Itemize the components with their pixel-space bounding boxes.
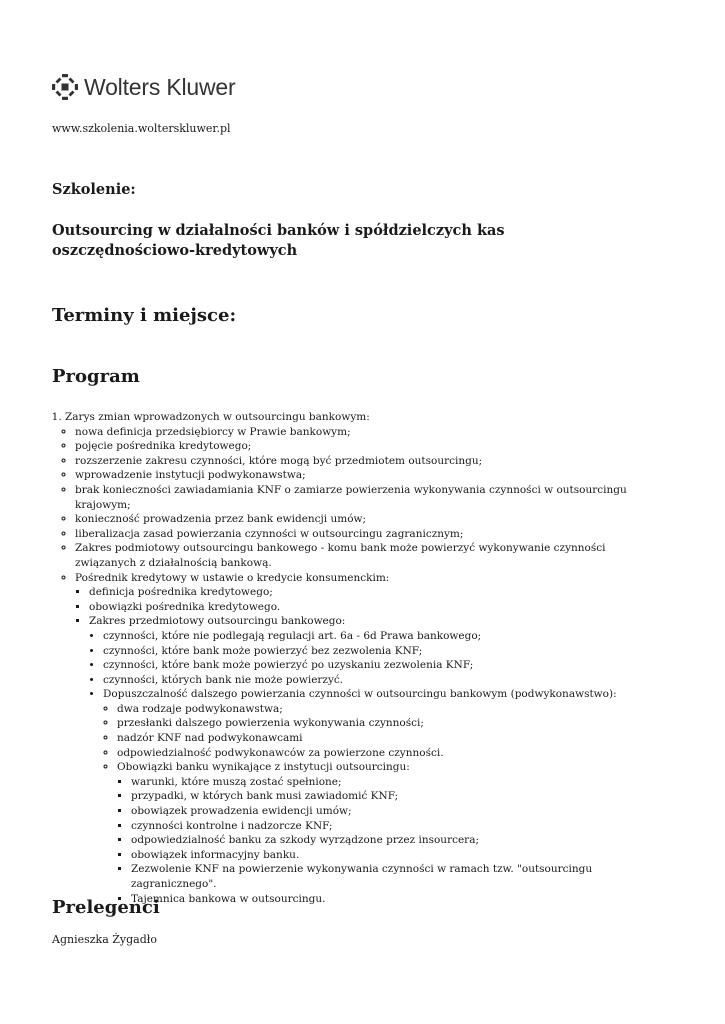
- list-item: ◦ nowa definicja przedsiębiorcy w Prawie bankowym;: [75, 425, 662, 440]
- training-title: Outsourcing w działalności banków i spółdzielczych kas oszczędnościowo-kredytowych: [52, 222, 505, 259]
- list-item: 1. Zarys zmian wprowadzonych w outsourcingu bankowym: ◦ nowa definicja przedsiębiorcy w Prawie bankowym; ◦ pojęcie pośrednika kredytowego; ◦ rozszerzenie zakresu czynności, które mogą być przedmiotem outsourcingu; ◦ wprowadzenie instytucji podwykonawstwa; ◦ brak konieczności zawiadamiania KNF o zamiarze powierzenia wykonywania czynności w outsourcingu krajowym; ◦ konieczność prowadzenia przez bank ewidencji umów; ◦ liberalizacja zasad powierzania czynności w outsourcingu zagranicznym; ◦ Zakres podmiotowy outsourcingu bankowego - komu bank może powierzyć wykonywanie czynności związanych z działalnością bankową. ◦ Pośrednik kredytowy w ustawie o kredycie konsumenckim: ▪ definicja pośrednika kredytowego; ▪ obowiązki pośrednika kredytowego. ▪ Zakres przedmiotowy outsourcingu bankowego: • czynności, które nie podlegają regulacji art. 6a - 6d Prawa bankowego; • czynności, które bank może powierzyć bez zezwolenia KNF; • czynności, które bank może powierzyć po uzyskaniu zezwolenia KNF; • czynności, których bank nie może powierzyć. • Dopuszczalność dalszego powierzania czynności w outsourcingu bankowym (podwykonawstwo): ◦ dwa rodzaje podwykonawstwa; ◦ przesłanki dalszego powierzenia wykonywania czynności; ◦ nadzór KNF nad podwykonawcami ◦ odpowiedzialność podwykonawców za powierzone czynności. ◦ Obowiązki banku wynikające z instytucji outsourcingu: ▪ warunki, które muszą zostać spełnione; ▪ przypadki, w których bank musi zawiadomić KNF; ▪ obowiązek prowadzenia ewidencji umów; ▪ czynności kontrolne i nadzorcze KNF; ▪ odpowiedzialność banku za szkody wyrządzone przez insourcera; ▪ obowiązek informacyjny banku. ▪ Zezwolenie KNF na powierzenie wykonywania czynności w ramach tzw. "outsourcingu zagranicznego". ▪ Tajemnica bankowa w outsourcingu.: [65, 410, 662, 906]
- website-url: www.szkolenia.wolterskluwer.pl: [52, 122, 231, 135]
- list-item: • czynności, których bank nie może powierzyć.: [103, 673, 662, 688]
- list-item: ▪ warunki, które muszą zostać spełnione;: [131, 775, 662, 790]
- logo-text: Wolters Kluwer: [84, 73, 236, 100]
- dates-heading: Terminy i miejsce:: [52, 305, 237, 326]
- list-item: ▪ Zakres przedmiotowy outsourcingu bankowego: • czynności, które nie podlegają regulacji art. 6a - 6d Prawa bankowego; • czynności, które bank może powierzyć bez zezwolenia KNF; • czynności, które bank może powierzyć po uzyskaniu zezwolenia KNF; • czynności, których bank nie może powierzyć. • Dopuszczalność dalszego powierzania czynności w outsourcingu bankowym (podwykonawstwo): ◦ dwa rodzaje podwykonawstwa; ◦ przesłanki dalszego powierzenia wykonywania czynności; ◦ nadzór KNF nad podwykonawcami ◦ odpowiedzialność podwykonawców za powierzone czynności. ◦ Obowiązki banku wynikające z instytucji outsourcingu: ▪ warunki, które muszą zostać spełnione; ▪ przypadki, w których bank musi zawiadomić KNF; ▪ obowiązek prowadzenia ewidencji umów; ▪ czynności kontrolne i nadzorcze KNF; ▪ odpowiedzialność banku za szkody wyrządzone przez insourcera; ▪ obowiązek informacyjny banku. ▪ Zezwolenie KNF na powierzenie wykonywania czynności w ramach tzw. "outsourcingu zagranicznego". ▪ Tajemnica bankowa w outsourcingu.: [89, 614, 662, 906]
- list-item: ◦ konieczność prowadzenia przez bank ewidencji umów;: [75, 512, 662, 527]
- training-label: Szkolenie:: [52, 181, 136, 198]
- list-item: ▪ obowiązek informacyjny banku.: [131, 848, 662, 863]
- speaker-name: Agnieszka Żygadło: [52, 933, 157, 946]
- list-item: ▪ Zezwolenie KNF na powierzenie wykonywania czynności w ramach tzw. "outsourcingu zagranicznego".: [131, 862, 662, 891]
- list-item: ▪ przypadki, w których bank musi zawiadomić KNF;: [131, 789, 662, 804]
- speakers-heading: Prelegenci: [52, 897, 160, 918]
- list-item: ◦ wprowadzenie instytucji podwykonawstwa;: [75, 468, 662, 483]
- program-list: [52, 410, 662, 906]
- list-item: ◦ Zakres podmiotowy outsourcingu bankowego - komu bank może powierzyć wykonywanie czynności związanych z działalnością bankową.: [75, 541, 662, 570]
- list-item: ◦ pojęcie pośrednika kredytowego;: [75, 439, 662, 454]
- list-item: ◦ rozszerzenie zakresu czynności, które mogą być przedmiotem outsourcingu;: [75, 454, 662, 469]
- wolters-kluwer-logo-icon: [52, 74, 78, 100]
- list-item: ▪ odpowiedzialność banku za szkody wyrządzone przez insourcera;: [131, 833, 662, 848]
- list-item: • czynności, które nie podlegają regulacji art. 6a - 6d Prawa bankowego;: [103, 629, 662, 644]
- list-item: • czynności, które bank może powierzyć bez zezwolenia KNF;: [103, 644, 662, 659]
- list-item: • czynności, które bank może powierzyć po uzyskaniu zezwolenia KNF;: [103, 658, 662, 673]
- list-item: • Dopuszczalność dalszego powierzania czynności w outsourcingu bankowym (podwykonawstwo): ◦ dwa rodzaje podwykonawstwa; ◦ przesłanki dalszego powierzenia wykonywania czynności; ◦ nadzór KNF nad podwykonawcami ◦ odpowiedzialność podwykonawców za powierzone czynności. ◦ Obowiązki banku wynikające z instytucji outsourcingu: ▪ warunki, które muszą zostać spełnione; ▪ przypadki, w których bank musi zawiadomić KNF; ▪ obowiązek prowadzenia ewidencji umów; ▪ czynności kontrolne i nadzorcze KNF; ▪ odpowiedzialność banku za szkody wyrządzone przez insourcera; ▪ obowiązek informacyjny banku. ▪ Zezwolenie KNF na powierzenie wykonywania czynności w ramach tzw. "outsourcingu zagranicznego". ▪ Tajemnica bankowa w outsourcingu.: [103, 687, 662, 906]
- list-item: ◦ brak konieczności zawiadamiania KNF o zamiarze powierzenia wykonywania czynności w outsourcingu krajowym;: [75, 483, 662, 512]
- list-item: ◦ przesłanki dalszego powierzenia wykonywania czynności;: [117, 716, 662, 731]
- list-item: ▪ obowiązek prowadzenia ewidencji umów;: [131, 804, 662, 819]
- program-heading: Program: [52, 366, 140, 387]
- list-item: ▪ obowiązki pośrednika kredytowego.: [89, 600, 662, 615]
- list-item: ◦ dwa rodzaje podwykonawstwa;: [117, 702, 662, 717]
- list-item: ◦ Obowiązki banku wynikające z instytucji outsourcingu: ▪ warunki, które muszą zostać spełnione; ▪ przypadki, w których bank musi zawiadomić KNF; ▪ obowiązek prowadzenia ewidencji umów; ▪ czynności kontrolne i nadzorcze KNF; ▪ odpowiedzialność banku za szkody wyrządzone przez insourcera; ▪ obowiązek informacyjny banku. ▪ Zezwolenie KNF na powierzenie wykonywania czynności w ramach tzw. "outsourcingu zagranicznego". ▪ Tajemnica bankowa w outsourcingu.: [117, 760, 662, 906]
- list-item: ◦ nadzór KNF nad podwykonawcami: [117, 731, 662, 746]
- list-item: ▪ Tajemnica bankowa w outsourcingu.: [131, 892, 662, 907]
- list-item: ◦ Pośrednik kredytowy w ustawie o kredycie konsumenckim: ▪ definicja pośrednika kredytowego; ▪ obowiązki pośrednika kredytowego. ▪ Zakres przedmiotowy outsourcingu bankowego: • czynności, które nie podlegają regulacji art. 6a - 6d Prawa bankowego; • czynności, które bank może powierzyć bez zezwolenia KNF; • czynności, które bank może powierzyć po uzyskaniu zezwolenia KNF; • czynności, których bank nie może powierzyć. • Dopuszczalność dalszego powierzania czynności w outsourcingu bankowym (podwykonawstwo): ◦ dwa rodzaje podwykonawstwa; ◦ przesłanki dalszego powierzenia wykonywania czynności; ◦ nadzór KNF nad podwykonawcami ◦ odpowiedzialność podwykonawców za powierzone czynności. ◦ Obowiązki banku wynikające z instytucji outsourcingu: ▪ warunki, które muszą zostać spełnione; ▪ przypadki, w których bank musi zawiadomić KNF; ▪ obowiązek prowadzenia ewidencji umów; ▪ czynności kontrolne i nadzorcze KNF; ▪ odpowiedzialność banku za szkody wyrządzone przez insourcera; ▪ obowiązek informacyjny banku. ▪ Zezwolenie KNF na powierzenie wykonywania czynności w ramach tzw. "outsourcingu zagranicznego". ▪ Tajemnica bankowa w outsourcingu.: [75, 571, 662, 907]
- list-item: ◦ liberalizacja zasad powierzania czynności w outsourcingu zagranicznym;: [75, 527, 662, 542]
- wolters-kluwer-logo: [52, 70, 235, 104]
- list-item: ▪ definicja pośrednika kredytowego;: [89, 585, 662, 600]
- list-item: ▪ czynności kontrolne i nadzorcze KNF;: [131, 819, 662, 834]
- list-item: ◦ odpowiedzialność podwykonawców za powierzone czynności.: [117, 746, 662, 761]
